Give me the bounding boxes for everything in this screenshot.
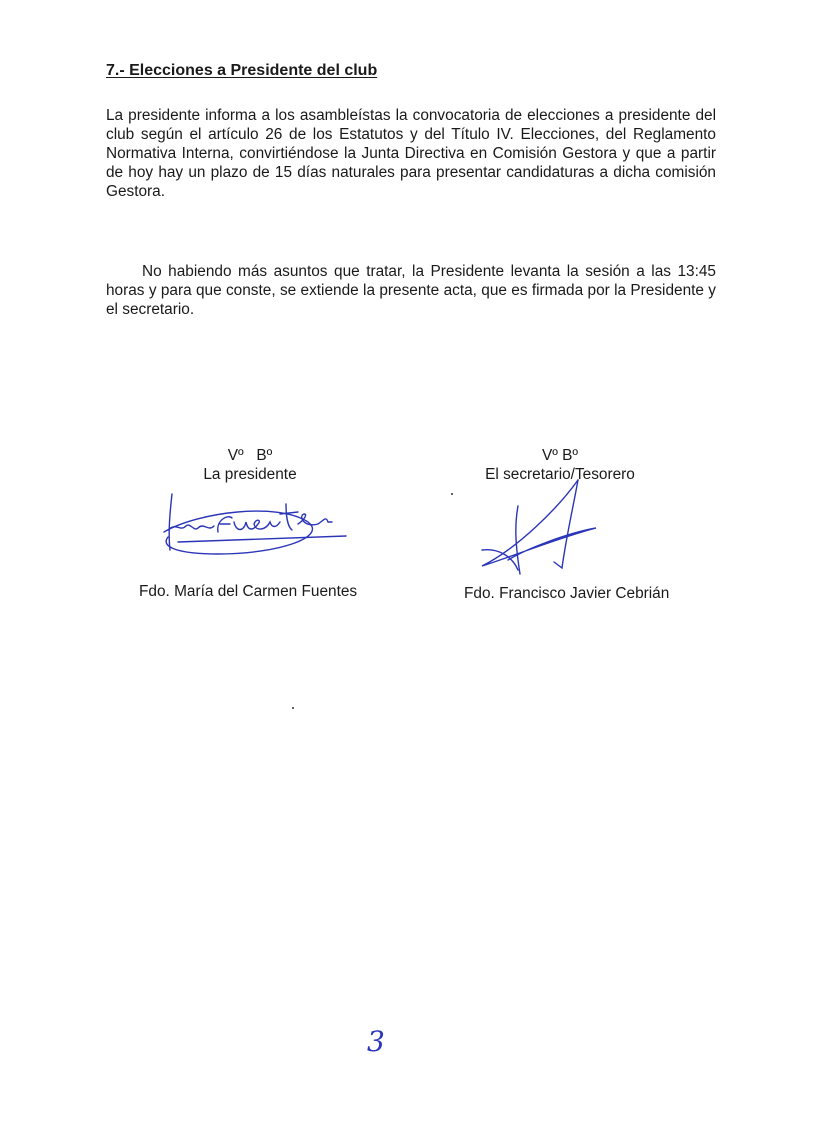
paragraph-closing: No habiendo más asuntos que tratar, la Presidente levanta la sesión a las 13:45 horas y para que conste, se extiende la presente acta, que es firmada por la Presidente y el secretario. xyxy=(106,263,716,318)
page-number: 3 xyxy=(367,1025,385,1058)
approval-label: Vº Bº xyxy=(227,447,273,464)
section-heading: 7.- Elecciones a Presidente del club xyxy=(106,62,378,79)
signer-name-president: Fdo. María del Carmen Fuentes xyxy=(139,583,358,600)
secretary-signature xyxy=(478,478,608,578)
approval-label: Vº Bº xyxy=(541,447,579,464)
signer-name-secretary: Fdo. Francisco Javier Cebrián xyxy=(464,585,670,602)
scan-speck xyxy=(292,707,294,709)
paragraph-elections: La presidente informa a los asambleístas la convocatoria de elecciones a presidente del club según el artículo 26 de los Estatutos y del Título IV. Elecciones, del Reglamento Normativa Interna, convirtiéndose la Junta Directiva en Comisión Gestora y que a partir de hoy hay un plazo de 15 días naturales para presentar candidaturas a dicha comisión Gestora. xyxy=(106,107,716,200)
president-signature xyxy=(158,492,348,562)
role-label: La presidente xyxy=(203,466,297,483)
scan-speck xyxy=(451,493,453,495)
signature-block-president xyxy=(150,446,350,484)
role-label: El secretario/Tesorero xyxy=(485,466,635,483)
